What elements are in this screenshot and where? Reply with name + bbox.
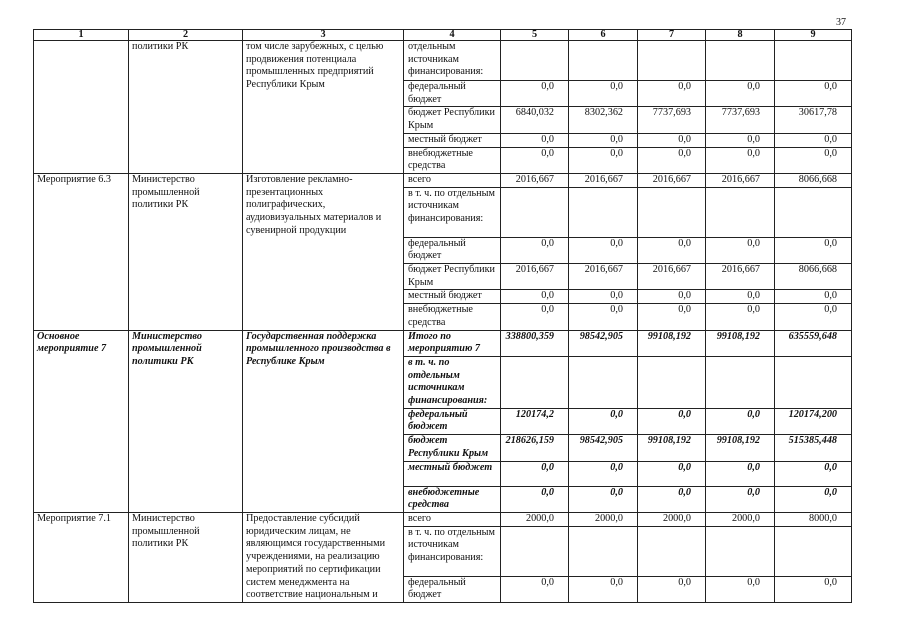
table-row (34, 173, 852, 187)
amount-cell: 0,0 (775, 147, 852, 173)
funding-source-cell: местный бюджет (404, 290, 501, 304)
amount-cell (638, 41, 706, 81)
amount-cell (638, 187, 706, 237)
amount-cell: 0,0 (569, 408, 638, 434)
funding-source-cell: в т. ч. по отдельным источникам финансирования: (404, 526, 501, 576)
amount-cell: 0,0 (638, 576, 706, 602)
amount-cell: 6840,032 (501, 107, 569, 133)
amount-cell: 30617,78 (775, 107, 852, 133)
responsible-cell: Министерство промышленной политики РК (129, 173, 243, 330)
amount-cell: 0,0 (501, 237, 569, 263)
amount-cell: 0,0 (569, 147, 638, 173)
amount-cell: 0,0 (501, 81, 569, 107)
amount-cell: 2000,0 (569, 512, 638, 526)
measure-cell: Мероприятие 6.3 (34, 173, 129, 330)
amount-cell (706, 41, 775, 81)
amount-cell: 2016,667 (638, 264, 706, 290)
funding-source-cell: бюджет Республики Крым (404, 107, 501, 133)
amount-cell: 218626,159 (501, 435, 569, 461)
amount-cell (706, 187, 775, 237)
funding-source-cell: внебюджетные средства (404, 147, 501, 173)
table-row (34, 41, 852, 81)
amount-cell: 0,0 (501, 304, 569, 330)
amount-cell (569, 41, 638, 81)
amount-cell: 0,0 (775, 304, 852, 330)
amount-cell: 0,0 (501, 133, 569, 147)
amount-cell: 99108,192 (706, 330, 775, 356)
header-cell: 2 (129, 30, 243, 41)
amount-cell (706, 526, 775, 576)
funding-source-cell: местный бюджет (404, 133, 501, 147)
amount-cell: 2000,0 (706, 512, 775, 526)
amount-cell: 2016,667 (569, 264, 638, 290)
amount-cell (775, 356, 852, 408)
amount-cell (501, 526, 569, 576)
responsible-cell: политики РК (129, 41, 243, 174)
amount-cell: 0,0 (706, 237, 775, 263)
responsible-cell: Министерство промышленной политики РК (129, 512, 243, 602)
amount-cell: 0,0 (501, 486, 569, 512)
amount-cell: 120174,200 (775, 408, 852, 434)
amount-cell: 0,0 (638, 133, 706, 147)
amount-cell: 0,0 (569, 133, 638, 147)
funding-source-cell: в т. ч. по отдельным источникам финансирования: (404, 356, 501, 408)
amount-cell: 8066,668 (775, 264, 852, 290)
amount-cell: 0,0 (706, 461, 775, 486)
amount-cell: 0,0 (569, 81, 638, 107)
amount-cell: 0,0 (569, 486, 638, 512)
header-cell: 3 (243, 30, 404, 41)
amount-cell: 2016,667 (569, 173, 638, 187)
funding-source-cell: Итого по мероприятию 7 (404, 330, 501, 356)
funding-source-cell: федеральный бюджет (404, 408, 501, 434)
page-number: 37 (836, 17, 846, 28)
amount-cell: 0,0 (706, 133, 775, 147)
amount-cell: 0,0 (638, 81, 706, 107)
amount-cell: 7737,693 (706, 107, 775, 133)
amount-cell: 98542,905 (569, 435, 638, 461)
amount-cell: 0,0 (706, 408, 775, 434)
funding-source-cell: бюджет Республики Крым (404, 264, 501, 290)
funding-source-cell: внебюджетные средства (404, 304, 501, 330)
header-cell: 1 (34, 30, 129, 41)
amount-cell: 0,0 (775, 237, 852, 263)
table-row (34, 512, 852, 526)
description-cell: Государственная поддержка промышленного производства в Республике Крым (243, 330, 404, 512)
amount-cell: 0,0 (501, 290, 569, 304)
amount-cell: 515385,448 (775, 435, 852, 461)
amount-cell: 99108,192 (638, 330, 706, 356)
amount-cell: 0,0 (775, 576, 852, 602)
description-cell: Изготовление рекламно-презентационных полиграфических, аудиовизуальных материалов и сувенирной продукции (243, 173, 404, 330)
amount-cell: 2000,0 (501, 512, 569, 526)
header-cell: 5 (501, 30, 569, 41)
amount-cell: 0,0 (638, 408, 706, 434)
amount-cell: 635559,648 (775, 330, 852, 356)
amount-cell: 0,0 (569, 237, 638, 263)
header-cell: 7 (638, 30, 706, 41)
amount-cell (501, 187, 569, 237)
header-cell: 8 (706, 30, 775, 41)
amount-cell (569, 187, 638, 237)
amount-cell: 0,0 (775, 290, 852, 304)
amount-cell: 7737,693 (638, 107, 706, 133)
amount-cell: 338800,359 (501, 330, 569, 356)
header-cell: 6 (569, 30, 638, 41)
amount-cell (638, 526, 706, 576)
amount-cell: 98542,905 (569, 330, 638, 356)
funding-source-cell: федеральный бюджет (404, 576, 501, 602)
amount-cell: 8066,668 (775, 173, 852, 187)
amount-cell: 2016,667 (706, 173, 775, 187)
amount-cell (569, 526, 638, 576)
amount-cell: 2016,667 (501, 173, 569, 187)
funding-table (33, 29, 852, 603)
amount-cell: 0,0 (501, 576, 569, 602)
amount-cell: 0,0 (706, 81, 775, 107)
amount-cell (638, 356, 706, 408)
amount-cell (775, 41, 852, 81)
amount-cell (706, 356, 775, 408)
amount-cell: 2016,667 (501, 264, 569, 290)
funding-source-cell: местный бюджет (404, 461, 501, 486)
amount-cell: 0,0 (706, 147, 775, 173)
amount-cell: 2016,667 (638, 173, 706, 187)
funding-source-cell: в т. ч. по отдельным источникам финансирования: (404, 187, 501, 237)
amount-cell: 8000,0 (775, 512, 852, 526)
amount-cell: 2000,0 (638, 512, 706, 526)
amount-cell: 0,0 (569, 304, 638, 330)
amount-cell: 8302,362 (569, 107, 638, 133)
header-cell: 9 (775, 30, 852, 41)
measure-cell: Основное мероприятие 7 (34, 330, 129, 512)
measure-cell: Мероприятие 7.1 (34, 512, 129, 602)
table-row (34, 330, 852, 356)
amount-cell (501, 356, 569, 408)
amount-cell: 0,0 (638, 486, 706, 512)
amount-cell (775, 526, 852, 576)
amount-cell: 120174,2 (501, 408, 569, 434)
funding-source-cell: бюджет Республики Крым (404, 435, 501, 461)
funding-source-cell: федеральный бюджет (404, 81, 501, 107)
amount-cell: 0,0 (569, 290, 638, 304)
amount-cell: 0,0 (706, 304, 775, 330)
amount-cell: 0,0 (569, 461, 638, 486)
funding-source-cell: всего (404, 512, 501, 526)
measure-cell (34, 41, 129, 174)
amount-cell: 0,0 (706, 290, 775, 304)
amount-cell (569, 356, 638, 408)
amount-cell: 0,0 (501, 147, 569, 173)
amount-cell: 2016,667 (706, 264, 775, 290)
description-cell: том числе зарубежных, с целью продвижения потенциала промышленных предприятий Республики Крым (243, 41, 404, 174)
amount-cell: 0,0 (775, 81, 852, 107)
amount-cell: 99108,192 (638, 435, 706, 461)
header-row (34, 30, 852, 41)
amount-cell: 0,0 (775, 486, 852, 512)
amount-cell: 0,0 (706, 486, 775, 512)
amount-cell: 0,0 (501, 461, 569, 486)
funding-source-cell: внебюджетные средства (404, 486, 501, 512)
amount-cell: 99108,192 (706, 435, 775, 461)
amount-cell: 0,0 (638, 147, 706, 173)
amount-cell: 0,0 (569, 576, 638, 602)
funding-source-cell: всего (404, 173, 501, 187)
funding-source-cell: федеральный бюджет (404, 237, 501, 263)
amount-cell: 0,0 (638, 237, 706, 263)
amount-cell: 0,0 (775, 133, 852, 147)
amount-cell: 0,0 (638, 304, 706, 330)
amount-cell (775, 187, 852, 237)
amount-cell: 0,0 (638, 290, 706, 304)
amount-cell: 0,0 (638, 461, 706, 486)
amount-cell: 0,0 (706, 576, 775, 602)
amount-cell (501, 41, 569, 81)
header-cell: 4 (404, 30, 501, 41)
amount-cell: 0,0 (775, 461, 852, 486)
responsible-cell: Министерство промышленной политики РК (129, 330, 243, 512)
funding-source-cell: отдельным источникам финансирования: (404, 41, 501, 81)
description-cell: Предоставление субсидий юридическим лицам, не являющимся государственными учреждениями, на реализацию мероприятий по сертификации систем менеджмента на соответствие национальным и (243, 512, 404, 602)
